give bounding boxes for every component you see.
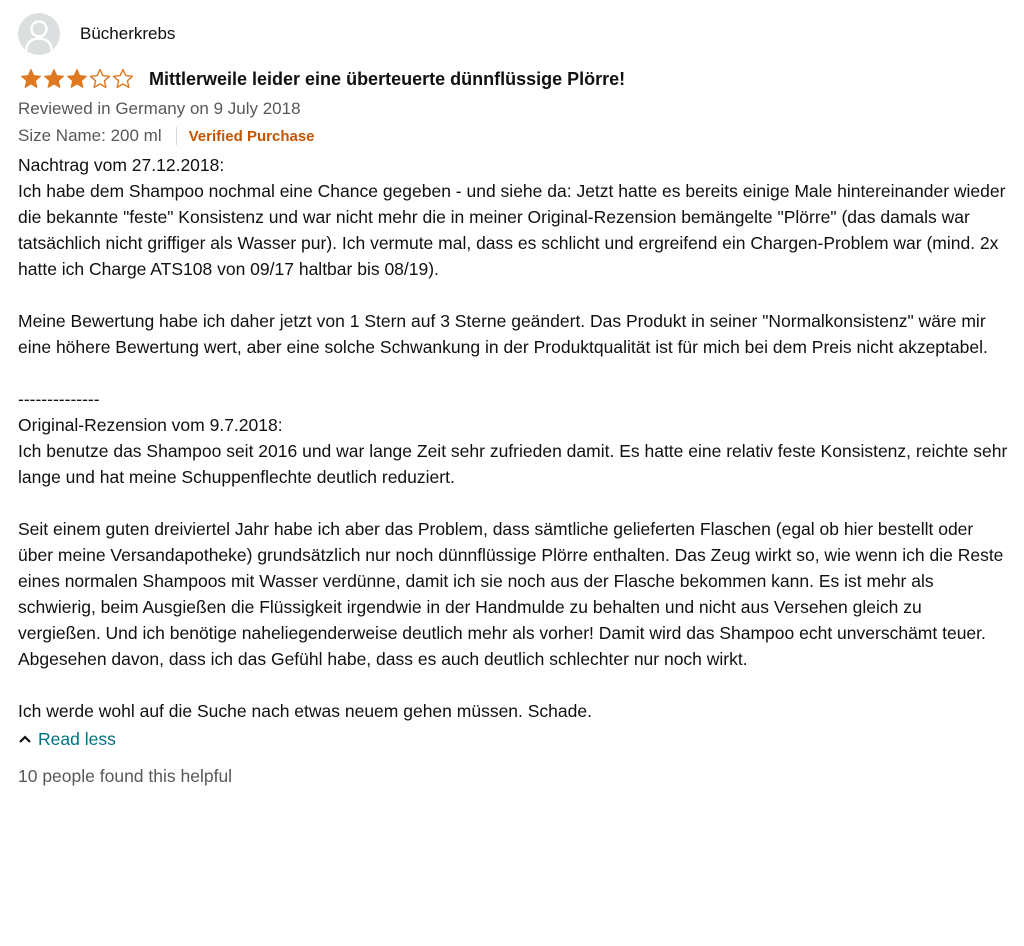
default-user-icon <box>18 13 60 55</box>
chevron-up-icon <box>18 734 32 744</box>
reviewer-profile[interactable] <box>18 12 1008 56</box>
review-text-line: Nachtrag vom 27.12.2018: <box>18 155 225 175</box>
paragraph-gap <box>18 360 1008 386</box>
paragraph-gap <box>18 490 1008 516</box>
review-text-line: Ich werde wohl auf die Suche nach etwas neuem gehen müssen. Schade. <box>18 701 592 721</box>
star-filled-icon <box>43 68 65 90</box>
review-date: Reviewed in Germany on 9 July 2018 <box>18 99 301 118</box>
review-text-line: Ich benutze das Shampoo seit 2016 und war lange Zeit sehr zufrieden damit. Es hatte eine relativ feste Konsistenz, reichte sehr lange und hat meine Schuppenflechte deutlich reduziert. <box>18 441 1008 487</box>
read-less-link[interactable] <box>18 726 1008 752</box>
review-text-line: Seit einem guten dreiviertel Jahr habe ich aber das Problem, dass sämtliche gelieferten Flaschen (egal ob hier bestellt oder über meine Versandapotheke) grundsätzlich nur noch dünnflüssige Plörre enthalten. Das Zeug wirkt so, wie wenn ich die Reste eines normalen Shampoos mit Wasser verdünne, damit ich sie noch aus der Flasche bekommen kann. Es ist mehr als schwierig, beim Ausgießen die Flüssigkeit irgendwie in der Handmulde zu behalten und nicht aus Versehen gleich zu vergießen. Und ich benötige naheliegenderweise deutlich mehr als vorher! Damit wird das Shampoo echt unverschämt teuer. Abgesehen davon, dass ich das Gefühl habe, dass es auch deutlich schlechter nur noch wirkt. <box>18 519 1004 669</box>
read-less-label[interactable]: Read less <box>38 728 116 749</box>
star-filled-icon <box>66 68 88 90</box>
product-format[interactable]: Size Name: 200 ml <box>18 126 162 145</box>
review-text-line: Ich habe dem Shampoo nochmal eine Chance gegeben - und siehe da: Jetzt hatte es bereits einige Male hintereinander wieder die bekannte "feste" Konsistenz und war nicht mehr die in meiner Original-Rezension bemängelte "Plörre" (das damals war tatsächlich nicht griffiger als Wasser pur). Ich vermute mal, dass es schlicht und ergreifend ein Chargen-Problem war (mind. 2x hatte ich Charge ATS108 von 09/17 haltbar bis 08/19). <box>18 181 1006 279</box>
avatar[interactable] <box>18 13 60 55</box>
star-empty-icon <box>89 68 111 90</box>
review-text-line: -------------- <box>18 389 100 409</box>
review-title[interactable]: Mittlerweile leider eine überteuerte dünnflüssige Plörre! <box>149 68 626 89</box>
verified-purchase-badge: Verified Purchase <box>188 127 315 145</box>
paragraph-gap <box>18 282 1008 308</box>
review-text-line: Original-Rezension vom 9.7.2018: <box>18 415 283 435</box>
review <box>18 12 1008 787</box>
helpful-count: 10 people found this helpful <box>18 766 233 786</box>
star-empty-icon <box>112 68 134 90</box>
paragraph-gap <box>18 672 1008 698</box>
star-rating[interactable] <box>20 68 135 90</box>
review-body <box>18 152 1008 724</box>
reviewer-name[interactable]: Bücherkrebs <box>80 24 176 43</box>
divider <box>176 127 177 145</box>
review-title-row <box>18 64 1008 94</box>
star-filled-icon <box>20 68 42 90</box>
review-text-line: Meine Bewertung habe ich daher jetzt von 1 Stern auf 3 Sterne geändert. Das Produkt in seiner "Normalkonsistenz" wäre mir eine höhere Bewertung wert, aber eine solche Schwankung in der Produktqualität ist für mich bei dem Preis nicht akzeptabel. <box>18 311 988 357</box>
review-format-row <box>18 122 1008 150</box>
